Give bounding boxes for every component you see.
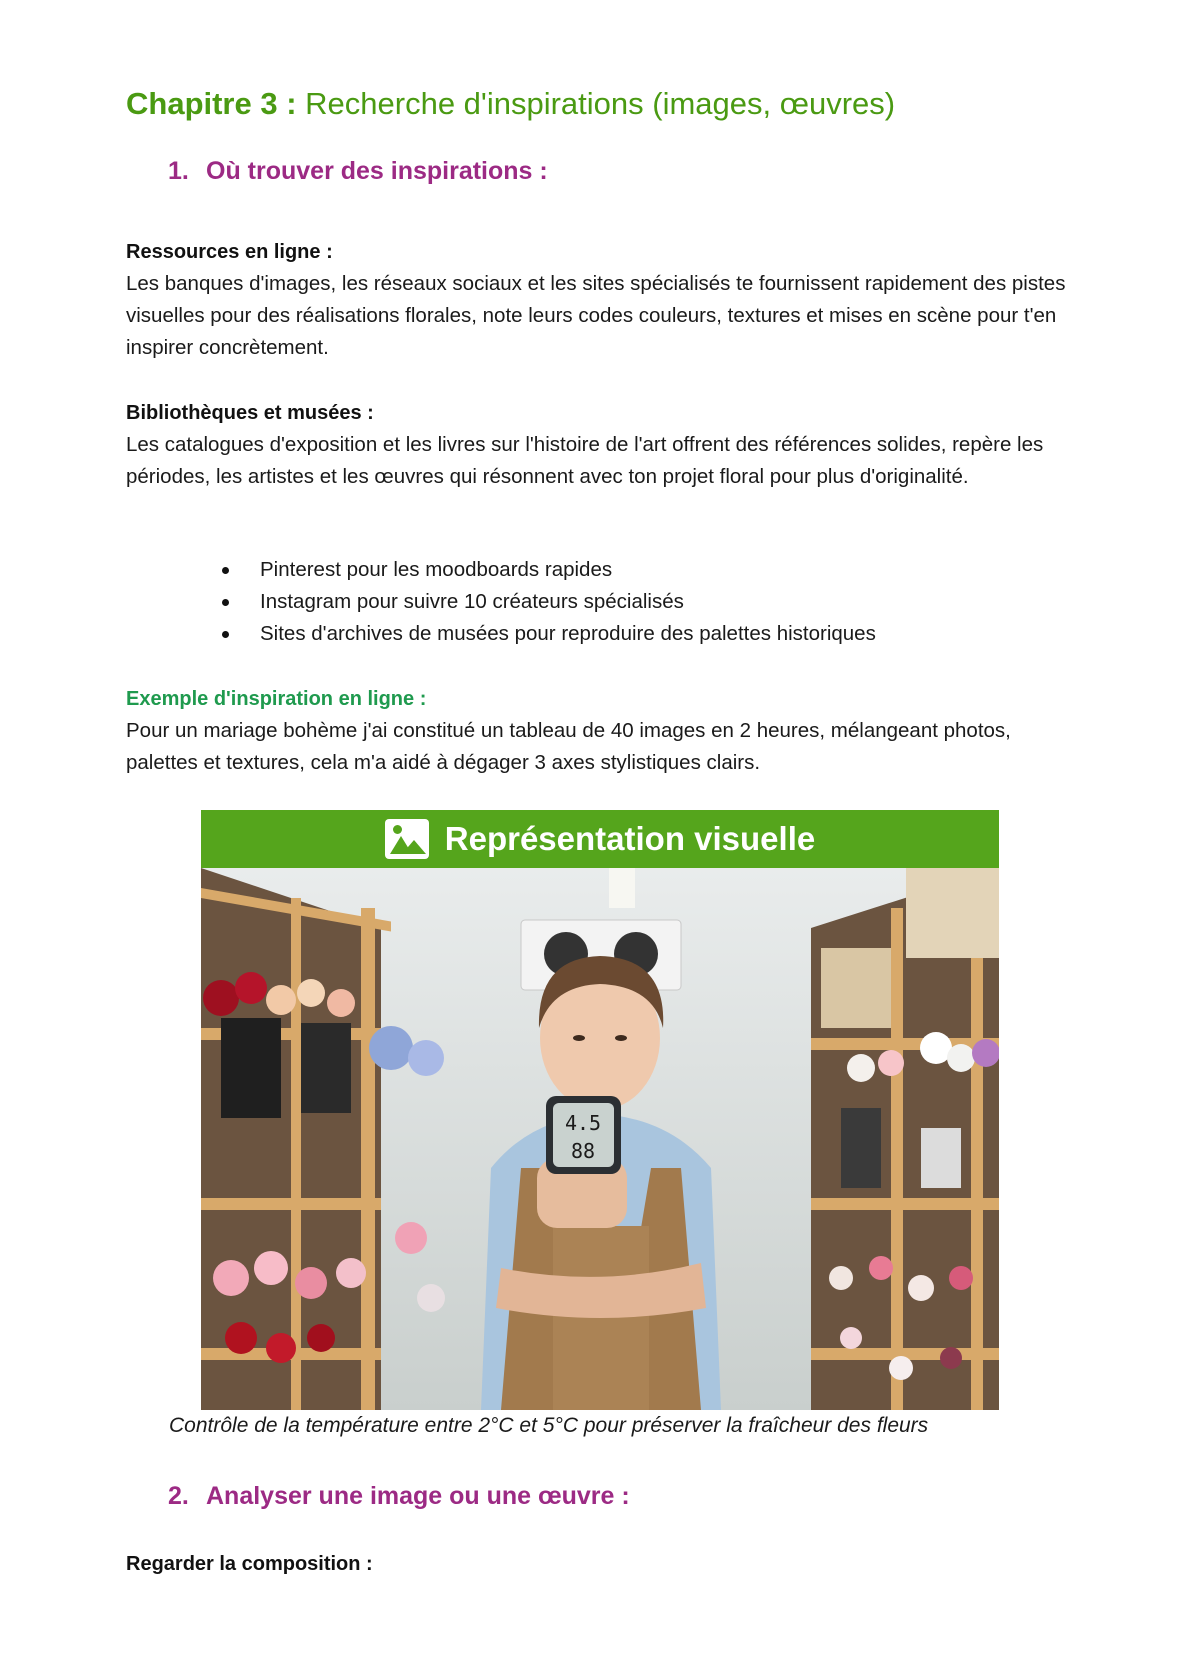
image-icon xyxy=(385,819,429,859)
chapter-title-text: Recherche d'inspirations (images, œuvres) xyxy=(296,86,896,121)
list-item-text: Pinterest pour les moodboards rapides xyxy=(260,558,613,581)
visual-figure xyxy=(201,810,999,1410)
florist-cold-room-photo xyxy=(201,868,999,1410)
chapter-title xyxy=(126,86,895,122)
online-resources-text: Les banques d'images, les réseaux sociaux et les sites spécialisés te fournissent rapidement des pistes visuelles pour des réalisations florales, note leurs codes couleurs, textures et mises en scène pour t'en inspirer concrètement. xyxy=(126,272,1066,359)
online-example xyxy=(126,683,1086,779)
resource-list xyxy=(218,554,876,650)
section-title: Analyser une image ou une œuvre : xyxy=(206,1482,630,1510)
thermometer-reading-top: 4.5 xyxy=(564,1111,602,1135)
libraries-text: Les catalogues d'exposition et les livres sur l'histoire de l'art offrent des références solides, repère les périodes, les artistes et les œuvres qui résonnent avec ton projet floral pour plus d'originalité. xyxy=(126,433,1044,488)
example-label: Exemple d'inspiration en ligne : xyxy=(126,688,427,710)
example-text: Pour un mariage bohème j'ai constitué un tableau de 40 images en 2 heures, mélangeant photos, palettes et textures, cela m'a aidé à dégager 3 axes stylistiques clairs. xyxy=(126,719,1011,774)
chapter-prefix: Chapitre 3 : xyxy=(126,86,297,121)
section-number: 2. xyxy=(168,1482,189,1510)
list-item xyxy=(218,618,876,650)
composition-label: Regarder la composition : xyxy=(126,1553,373,1575)
section-number: 1. xyxy=(168,157,189,185)
list-item-text: Sites d'archives de musées pour reproduire des palettes historiques xyxy=(260,622,876,645)
libraries-museums xyxy=(126,397,1086,493)
list-item xyxy=(218,554,876,586)
list-item-text: Instagram pour suivre 10 créateurs spécialisés xyxy=(260,590,684,613)
libraries-label: Bibliothèques et musées : xyxy=(126,402,374,424)
bullet-icon xyxy=(222,631,229,638)
section-title: Où trouver des inspirations : xyxy=(206,157,548,185)
bullet-icon xyxy=(222,567,229,574)
visual-banner-title: Représentation visuelle xyxy=(444,820,816,857)
online-resources-label: Ressources en ligne : xyxy=(126,241,333,263)
thermometer-reading-bottom: 88 xyxy=(570,1139,596,1163)
section-heading-1 xyxy=(168,157,548,186)
section-heading-2 xyxy=(168,1482,630,1511)
composition xyxy=(126,1548,1086,1580)
bullet-icon xyxy=(222,599,229,606)
online-resources xyxy=(126,236,1086,364)
figure-caption: Contrôle de la température entre 2°C et 5°C pour préserver la fraîcheur des fleurs xyxy=(169,1414,929,1437)
list-item xyxy=(218,586,876,618)
visual-banner xyxy=(201,810,999,868)
